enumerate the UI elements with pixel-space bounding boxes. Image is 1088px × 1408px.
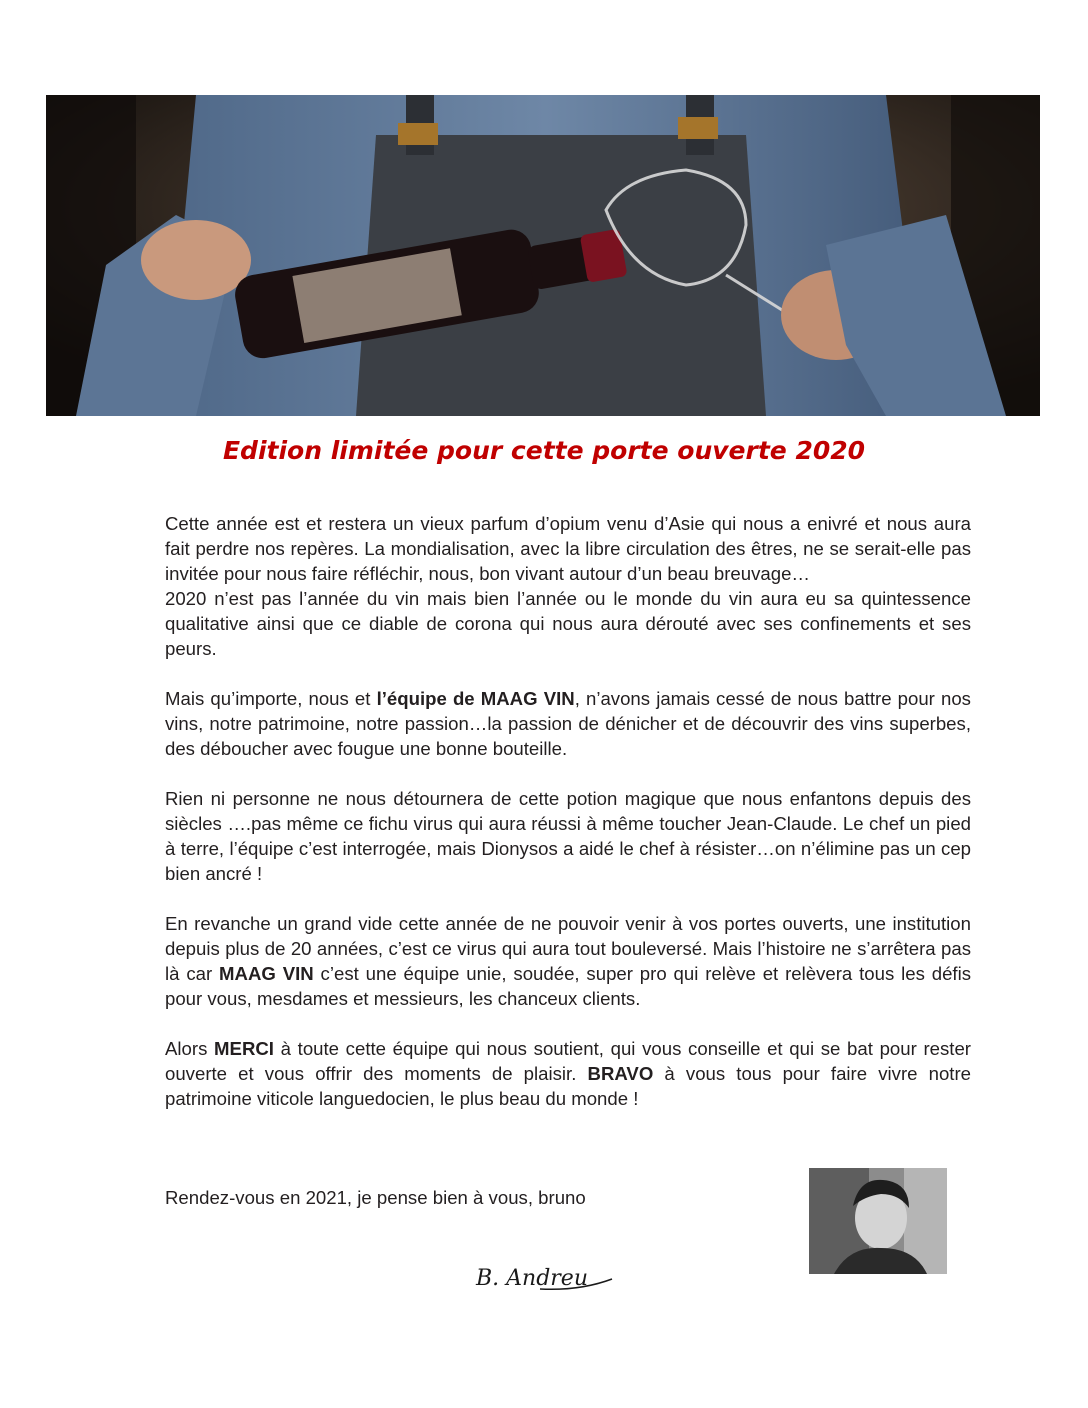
paragraph-5-text-c: c’est une équipe unie, soudée, super pro qui relève et relèvera tous les défis pour vous, mesdames et messieurs, les chanceux clients. [165, 963, 972, 1009]
letter-body [165, 511, 971, 1136]
bravo-highlight: BRAVO [587, 1063, 654, 1084]
page-title: Edition limitée pour cette porte ouverte 2020 [222, 436, 866, 465]
paragraph-5 [165, 911, 971, 1011]
hero-image [46, 95, 1040, 416]
wine-pouring-illustration [46, 95, 1040, 416]
paragraph-6-text-e: à vous tous pour faire vivre notre patrimoine viticole languedocien, le plus beau du monde ! [165, 1063, 971, 1109]
paragraph-2: 2020 n’est pas l’année du vin mais bien l’année ou le monde du vin aura eu sa quintessence qualitative ainsi que ce diable de corona qui nous aura dérouté avec ses confinements et ses peurs. [165, 588, 971, 659]
team-highlight: l’équipe de MAAG VIN [376, 688, 575, 709]
paragraph-6-text-a: Alors [165, 1038, 215, 1059]
signature [470, 1255, 620, 1315]
merci-highlight: MERCI [214, 1038, 274, 1059]
paragraph-3 [165, 686, 971, 761]
paragraph-6-text-c: à toute cette équipe qui nous soutient, qui vous conseille et qui se bat pour rester ouverte et vous offrir des moments de plaisir. [165, 1038, 971, 1084]
brand-highlight: MAAG VIN [219, 963, 314, 984]
paragraph-5-text-a: En revanche un grand vide cette année de ne pouvoir venir à vos portes ouverts, une institution depuis plus de 20 années, c’est ce virus qui aura tout bouleversé. Mais l’histoire ne s’arrêtera pas là car [165, 913, 971, 984]
paragraph-6 [165, 1036, 971, 1111]
author-portrait [809, 1168, 947, 1274]
portrait-illustration [809, 1168, 947, 1274]
paragraph-3-text-c: , n’avons jamais cessé de nous battre pour nos vins, notre patrimoine, notre passion…la passion de dénicher et de découvrir des vins superbes, des déboucher avec fougue une bonne bouteille. [165, 688, 971, 759]
closing-line: Rendez-vous en 2021, je pense bien à vous, bruno [165, 1187, 586, 1208]
paragraph-3-text-a: Mais qu’importe, nous et [165, 688, 377, 709]
signature-text: B. Andreu [476, 1266, 588, 1291]
paragraph-4: Rien ni personne ne nous détournera de cette potion magique que nous enfantons depuis des siècles ….pas même ce fichu virus qui aura réussi à même toucher Jean-Claude. Le chef un pied à terre, l’équipe c’est interrogée, mais Dionysos a aidé le chef à résister…on n’élimine pas un cep bien ancré ! [165, 788, 971, 884]
paragraph-1: Cette année est et restera un vieux parfum d’opium venu d’Asie qui nous a enivré et nous aura fait perdre nos repères. La mondialisation, avec la libre circulation des êtres, ne se serait-elle pas invitée pour nous faire réfléchir, nous, bon vivant autour d’un beau breuvage… [165, 513, 971, 584]
